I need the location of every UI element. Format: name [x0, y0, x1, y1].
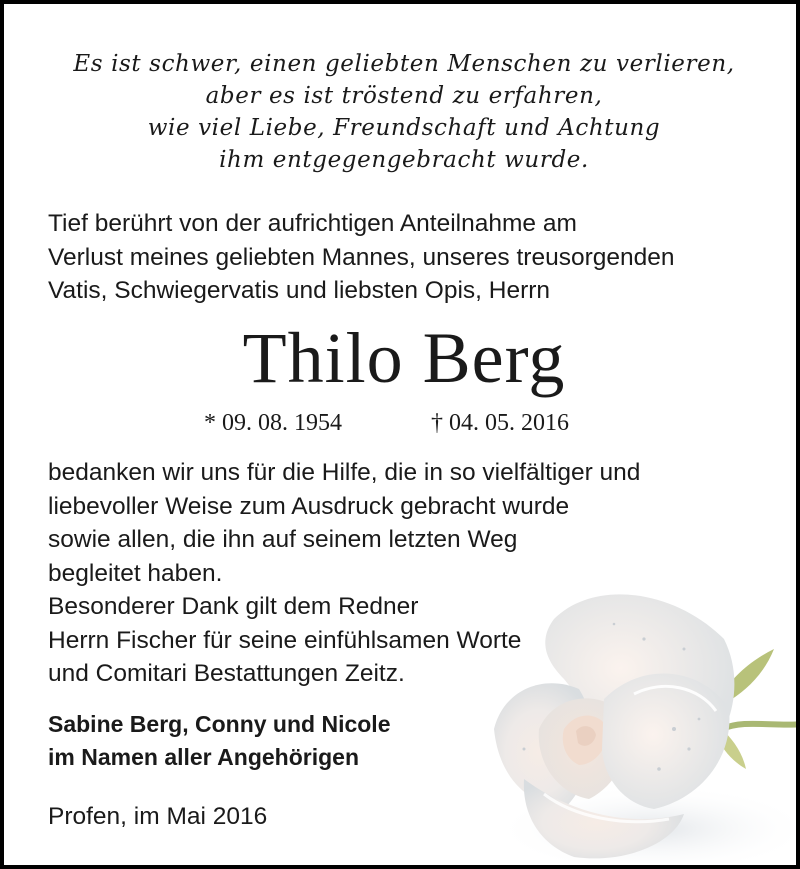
thanks-text	[48, 456, 640, 691]
poem-line: aber es ist tröstend zu erfahren,	[205, 83, 603, 109]
thanks-line: bedanken wir uns für die Hilfe, die in so vielfältiger und	[48, 459, 641, 486]
poem-line: Es ist schwer, einen geliebten Menschen zu verlieren,	[73, 51, 735, 77]
thanks-line: liebevoller Weise zum Ausdruck gebracht wurde	[48, 492, 570, 520]
intro-line: Tief berührt von der aufrichtigen Anteilnahme am	[48, 210, 577, 237]
thanks-line: begleitet haben.	[48, 559, 223, 587]
thanks-line: sowie allen, die ihn auf seinem letzten Weg	[48, 526, 518, 553]
death-date: † 04. 05. 2016	[431, 410, 569, 436]
signers	[48, 708, 390, 774]
signer-line: im Namen aller Angehörigen	[48, 744, 359, 770]
place-and-date: Profen, im Mai 2016	[48, 803, 268, 830]
poem-verse	[44, 48, 764, 176]
thanks-line: Herrn Fischer für seine einfühlsamen Worte	[48, 626, 522, 654]
poem-line: wie viel Liebe, Freundschaft und Achtung	[147, 115, 661, 141]
intro-line: Verlust meines geliebten Mannes, unseres treusorgenden	[48, 243, 675, 271]
thanks-line: und Comitari Bestattungen Zeitz.	[48, 660, 405, 687]
intro-line: Vatis, Schwiegervatis und liebsten Opis, Herrn	[48, 277, 551, 304]
poem-line: ihm entgegengebracht wurde.	[219, 147, 589, 173]
signer-line: Sabine Berg, Conny und Nicole	[48, 711, 391, 737]
thanks-line: Besonderer Dank gilt dem Redner	[48, 593, 419, 620]
intro-text	[48, 207, 675, 308]
deceased-name: Thilo Berg	[242, 318, 566, 398]
birth-date: * 09. 08. 1954	[204, 410, 342, 436]
